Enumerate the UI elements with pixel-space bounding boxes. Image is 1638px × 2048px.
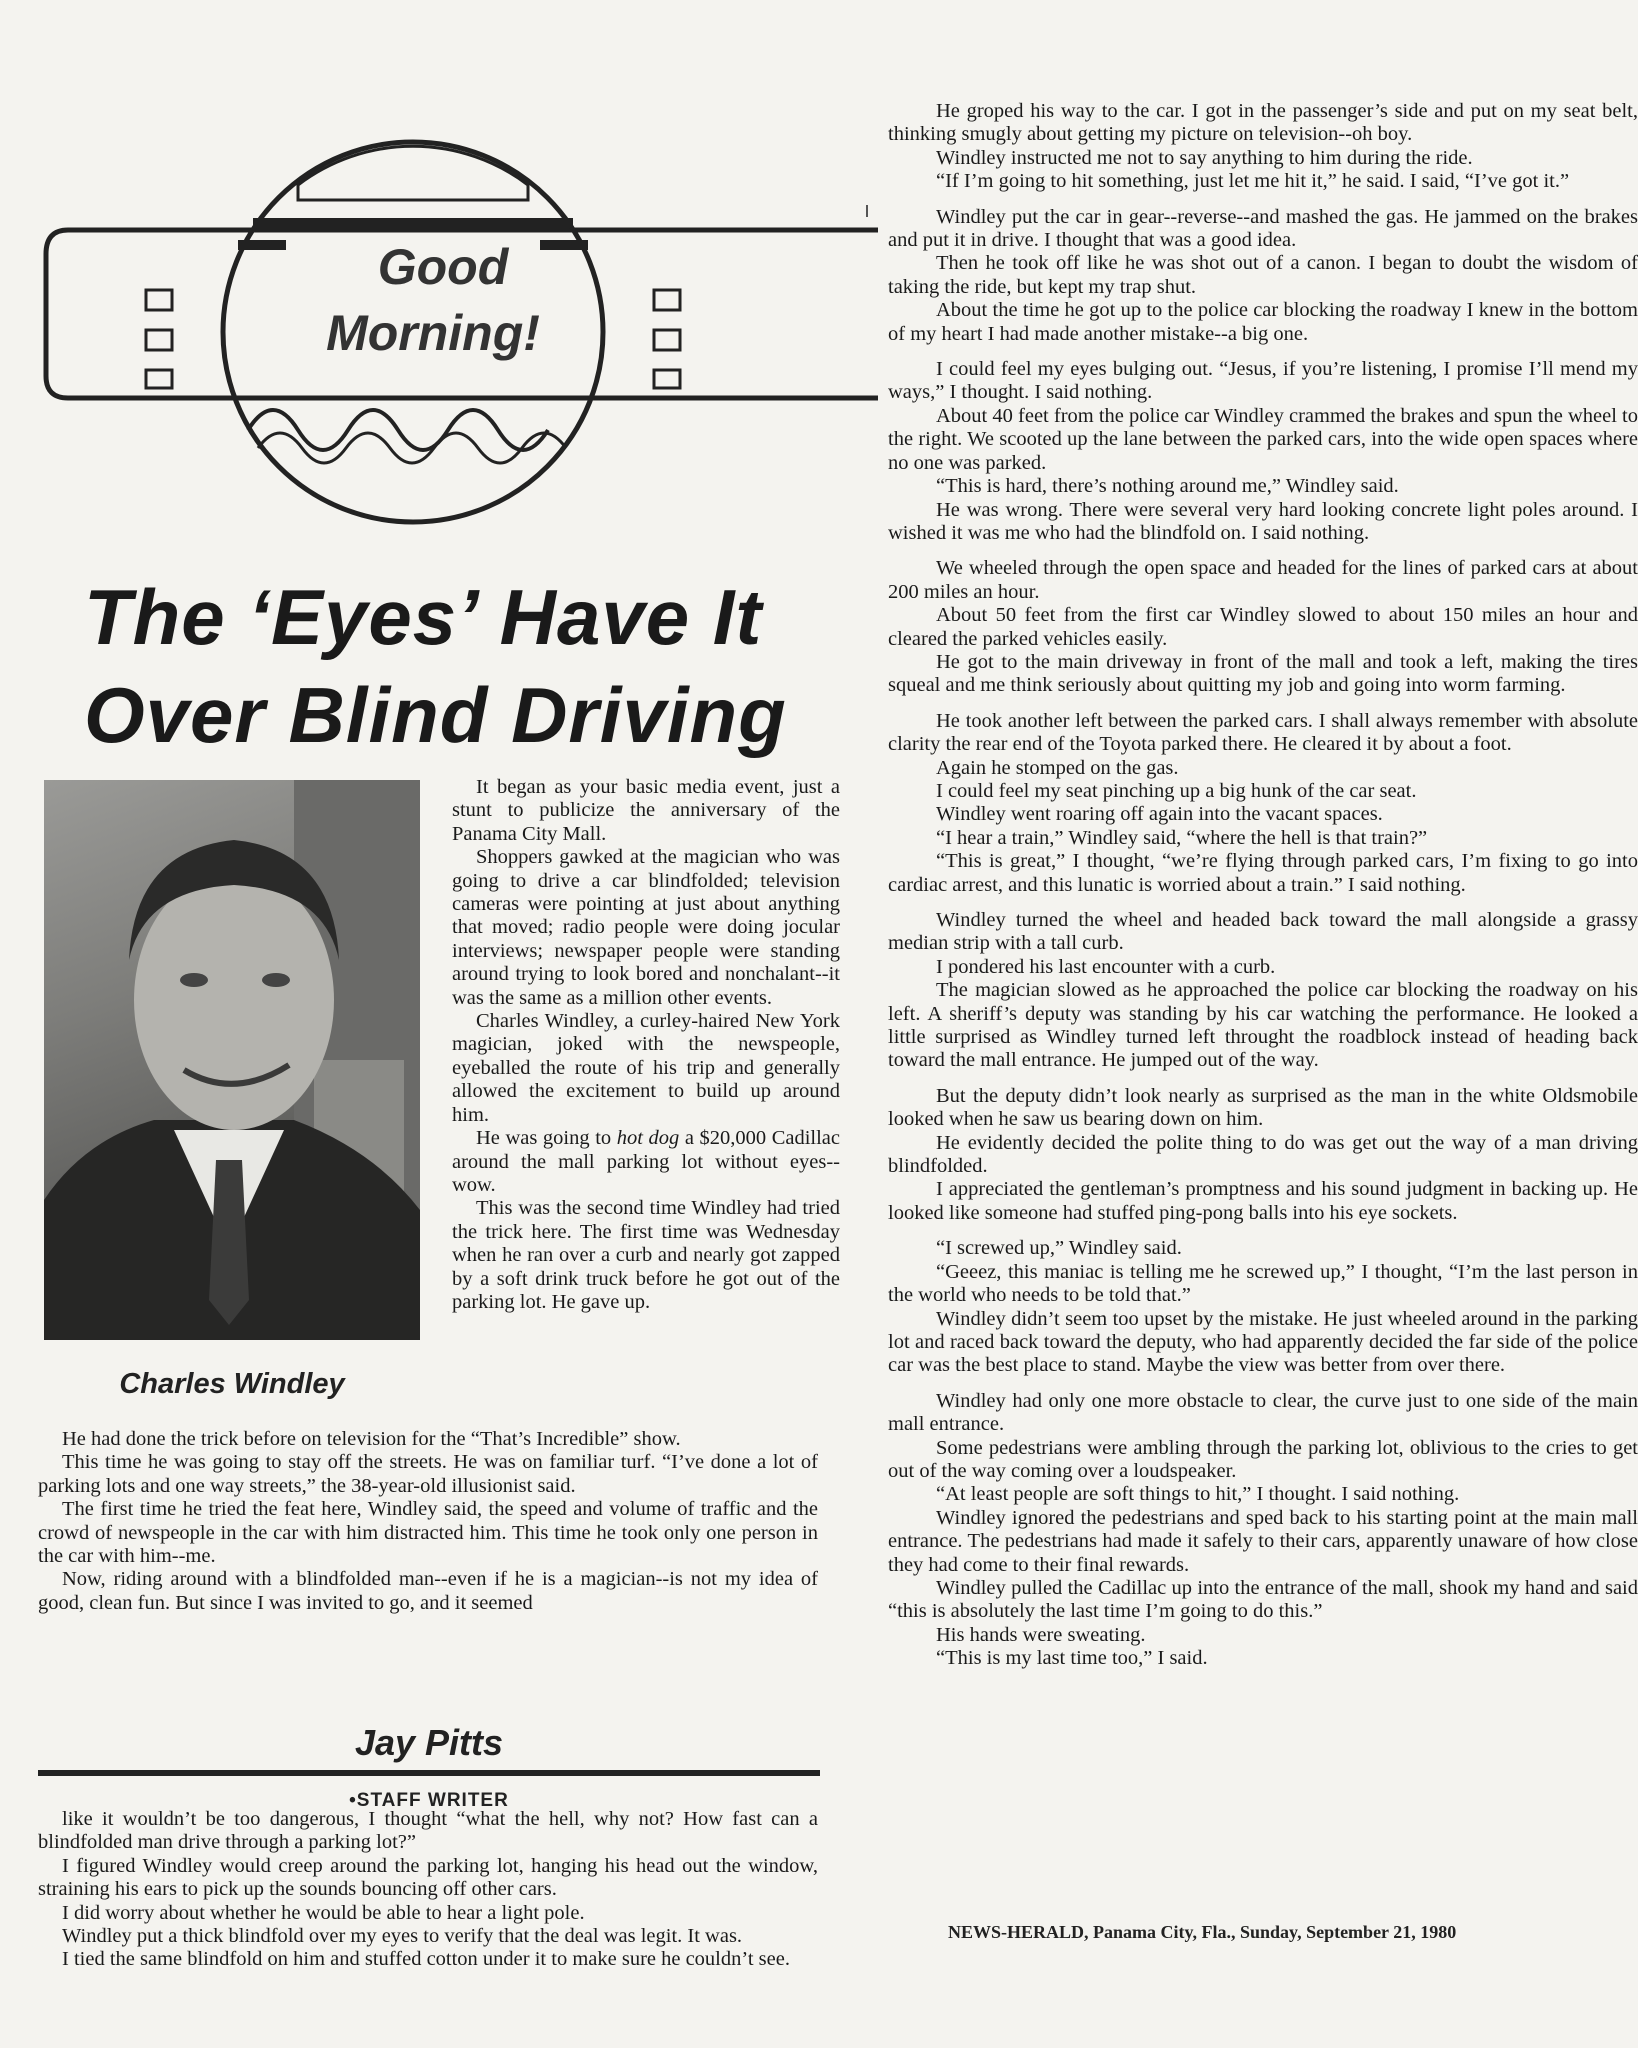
emphasis: hot dog — [616, 1127, 680, 1150]
byline — [38, 1722, 820, 1812]
paragraph: Some pedestrians were ambling through the parking lot, oblivious to the cries to get out of the way coming over a loudspeaker. — [888, 1436, 1638, 1482]
paragraph: Windley turned the wheel and headed back toward the mall alongside a grassy median strip with a tall curb. — [888, 909, 1638, 955]
portrait-illustration-icon — [44, 780, 420, 1340]
paragraph: “If I’m going to hit something, just let me hit it,” he said. I said, “I’ve got it.” — [936, 170, 1570, 193]
paragraph: He got to the main driveway in front of the mall and took a left, making the tires squeal and me think seriously about quitting my job and going into worm farming. — [888, 650, 1638, 697]
paragraph: like it wouldn’t be too dangerous, I thought “what the hell, why not? How fast can a blindfolded man drive through a parking lot?” — [38, 1808, 818, 1854]
paragraph: I figured Windley would creep around the parking lot, hanging his head out the window, straining his ears to pick up the sounds bouncing off other cars. — [38, 1854, 818, 1901]
paragraph: The magician slowed as he approached the police car blocking the roadway on his left. A sheriff’s deputy was standing by his car watching the performance. He looked a little surprised as Windley turned left throught the roadblock instead of heading back toward the mall entrance. He jumped out of the way. — [888, 979, 1638, 1072]
paragraph: “At least people are soft things to hit,” I thought. I said nothing. — [936, 1483, 1460, 1506]
paragraph: Windley ignored the pedestrians and sped back to his starting point at the main mall entrance. The pedestrians had made it safely to their cars, apparently unaware of how close they had come to their final rewards. — [888, 1506, 1638, 1576]
paragraph: Again he stomped on the gas. — [936, 756, 1179, 779]
lead-column — [452, 776, 840, 1314]
paragraph: Windley instructed me not to say anything to him during the ride. — [936, 146, 1473, 169]
paragraph: Windley pulled the Cadillac up into the entrance of the mall, shook my hand and said “this is absolutely the last time I’m going to do this.” — [888, 1576, 1638, 1623]
headline-line-1: The ‘Eyes’ Have It — [84, 573, 763, 661]
column-mark — [866, 205, 868, 217]
paragraph: “Geeez, this maniac is telling me he screwed up,” I thought, “I’m the last person in the world who needs to be told that.” — [888, 1260, 1638, 1307]
headline-line-2: Over Blind Driving — [84, 671, 787, 759]
paragraph: It began as your basic media event, just a stunt to publicize the anniversary of the Panama City Mall. — [452, 776, 840, 845]
paragraph: Now, riding around with a blindfolded man--even if he is a magician--is not my idea of good, clean fun. But since I was invited to go, and it seemed — [38, 1568, 818, 1614]
paragraph: “This is hard, there’s nothing around me,” Windley said. — [936, 475, 1399, 498]
byline-rule — [38, 1770, 820, 1776]
dateline: NEWS-HERALD, Panama City, Fla., Sunday, September 21, 1980 — [948, 1922, 1457, 1942]
paragraph: His hands were sweating. — [936, 1623, 1146, 1646]
portrait-photo — [44, 780, 420, 1340]
paragraph: Shoppers gawked at the magician who was going to drive a car blindfolded; television cameras were pointing at just about anything that moved; radio people were doing jocular interviews; newspaper people were standing around trying to look bored and nonchalant--it was the same as a million other events. — [452, 846, 840, 1009]
paragraph: We wheeled through the open space and headed for the lines of parked cars at about 200 miles an hour. — [888, 557, 1638, 603]
byline-title: •STAFF WRITER — [349, 1790, 509, 1811]
paragraph: He was going to hot dog a $20,000 Cadillac around the mall parking lot without eyes--wow. — [452, 1127, 840, 1196]
byline-name: Jay Pitts — [354, 1722, 504, 1763]
paragraph: But the deputy didn’t look nearly as surprised as the man in the white Oldsmobile looked when he saw us bearing down on him. — [888, 1084, 1638, 1131]
paragraph: I did worry about whether he would be able to hear a light pole. — [62, 1901, 585, 1924]
logo-line-morning: Morning! — [326, 305, 540, 361]
paragraph: He evidently decided the polite thing to do was get out the way of a man driving blindfolded. — [888, 1131, 1638, 1178]
good-morning-logo — [38, 130, 878, 530]
paragraph: Windley went roaring off again into the vacant spaces. — [936, 803, 1383, 826]
paragraph: “This is great,” I thought, “we’re flying through parked cars, I’m fixing to go into cardiac arrest, and this lunatic is worried about a train.” I said nothing. — [888, 850, 1638, 896]
paragraph: “I screwed up,” Windley said. — [936, 1237, 1182, 1260]
paragraph: Windley put a thick blindfold over my eyes to verify that the deal was legit. It was. — [62, 1925, 743, 1948]
paragraph: I could feel my seat pinching up a big hunk of the car seat. — [936, 779, 1417, 802]
logo-line-good: Good — [377, 239, 509, 295]
photo-caption: Charles Windley — [119, 1368, 345, 1400]
paragraph: This time he was going to stay off the streets. He was on familiar turf. “I’ve done a lot of parking lots and one way streets,” the 38-year-old illusionist said. — [38, 1451, 818, 1497]
paragraph: He took another left between the parked cars. I shall always remember with absolute clarity the rear end of the Toyota parked there. He cleared it by about a foot. — [888, 709, 1638, 756]
headline — [84, 568, 844, 764]
paragraph: He groped his way to the car. I got in the passenger’s side and put on my seat belt, thinking smugly about getting my picture on television--oh boy. — [888, 100, 1638, 146]
paragraph: “I hear a train,” Windley said, “where the hell is that train?” — [936, 826, 1428, 849]
paragraph: He had done the trick before on television for the “That’s Incredible” show. — [62, 1428, 681, 1450]
paragraph: I pondered his last encounter with a curb. — [936, 955, 1276, 978]
paragraph: I could feel my eyes bulging out. “Jesus, if you’re listening, I promise I’ll mend my ways,” I thought. I said nothing. — [888, 358, 1638, 404]
paragraph: Windley put the car in gear--reverse--and mashed the gas. He jammed on the brakes and put it in drive. I thought that was a good idea. — [888, 205, 1638, 252]
paragraph: “This is my last time too,” I said. — [936, 1647, 1208, 1670]
paragraph: The first time he tried the feat here, Windley said, the speed and volume of traffic and the crowd of newspeople in the car with him distracted him. This time he took only one person in the car with him--me. — [38, 1498, 818, 1568]
paragraph: About 40 feet from the police car Windley crammed the brakes and spun the wheel to the right. We scooted up the lane between the parked cars, into the wide open spaces where no one was parked. — [888, 404, 1638, 474]
paragraph: Charles Windley, a curley-haired New York magician, joked with the newspeople, eyeballed the route of his trip and generally allowed the excitement to build up around him. — [452, 1010, 840, 1126]
left-column-continued — [38, 1808, 818, 1972]
paragraph: This was the second time Windley had tried the trick here. The first time was Wednesday when he ran over a curb and nearly got zapped by a soft drink truck before he got out of the parking lot. He gave up. — [452, 1197, 840, 1313]
left-column — [38, 1428, 818, 1615]
paragraph: About 50 feet from the first car Windley slowed to about 150 miles an hour and cleared the parked vehicles easily. — [888, 604, 1638, 650]
paragraph: About the time he got up to the police car blocking the roadway I knew in the bottom of my heart I had made another mistake--a big one. — [888, 299, 1638, 345]
paragraph: Windley had only one more obstacle to clear, the curve just to one side of the main mall entrance. — [888, 1389, 1638, 1436]
paragraph: Then he took off like he was shot out of a canon. I began to doubt the wisdom of taking the ride, but kept my trap shut. — [888, 252, 1638, 298]
paragraph: I appreciated the gentleman’s promptness and his sound judgment in backing up. He looked like someone had stuffed ping-pong balls into his eye sockets. — [888, 1178, 1638, 1224]
right-column — [888, 100, 1638, 1671]
paragraph: Windley didn’t seem too upset by the mistake. He just wheeled around in the parking lot and raced back toward the deputy, who had apparently decided the far side of the police car was the best place to stand. Maybe the view was better from over there. — [888, 1307, 1638, 1377]
paragraph: He was wrong. There were several very hard looking concrete light poles around. I wished it was me who had the blindfold on. I said nothing. — [888, 498, 1638, 544]
paragraph: I tied the same blindfold on him and stuffed cotton under it to make sure he couldn’t see. — [62, 1948, 790, 1971]
